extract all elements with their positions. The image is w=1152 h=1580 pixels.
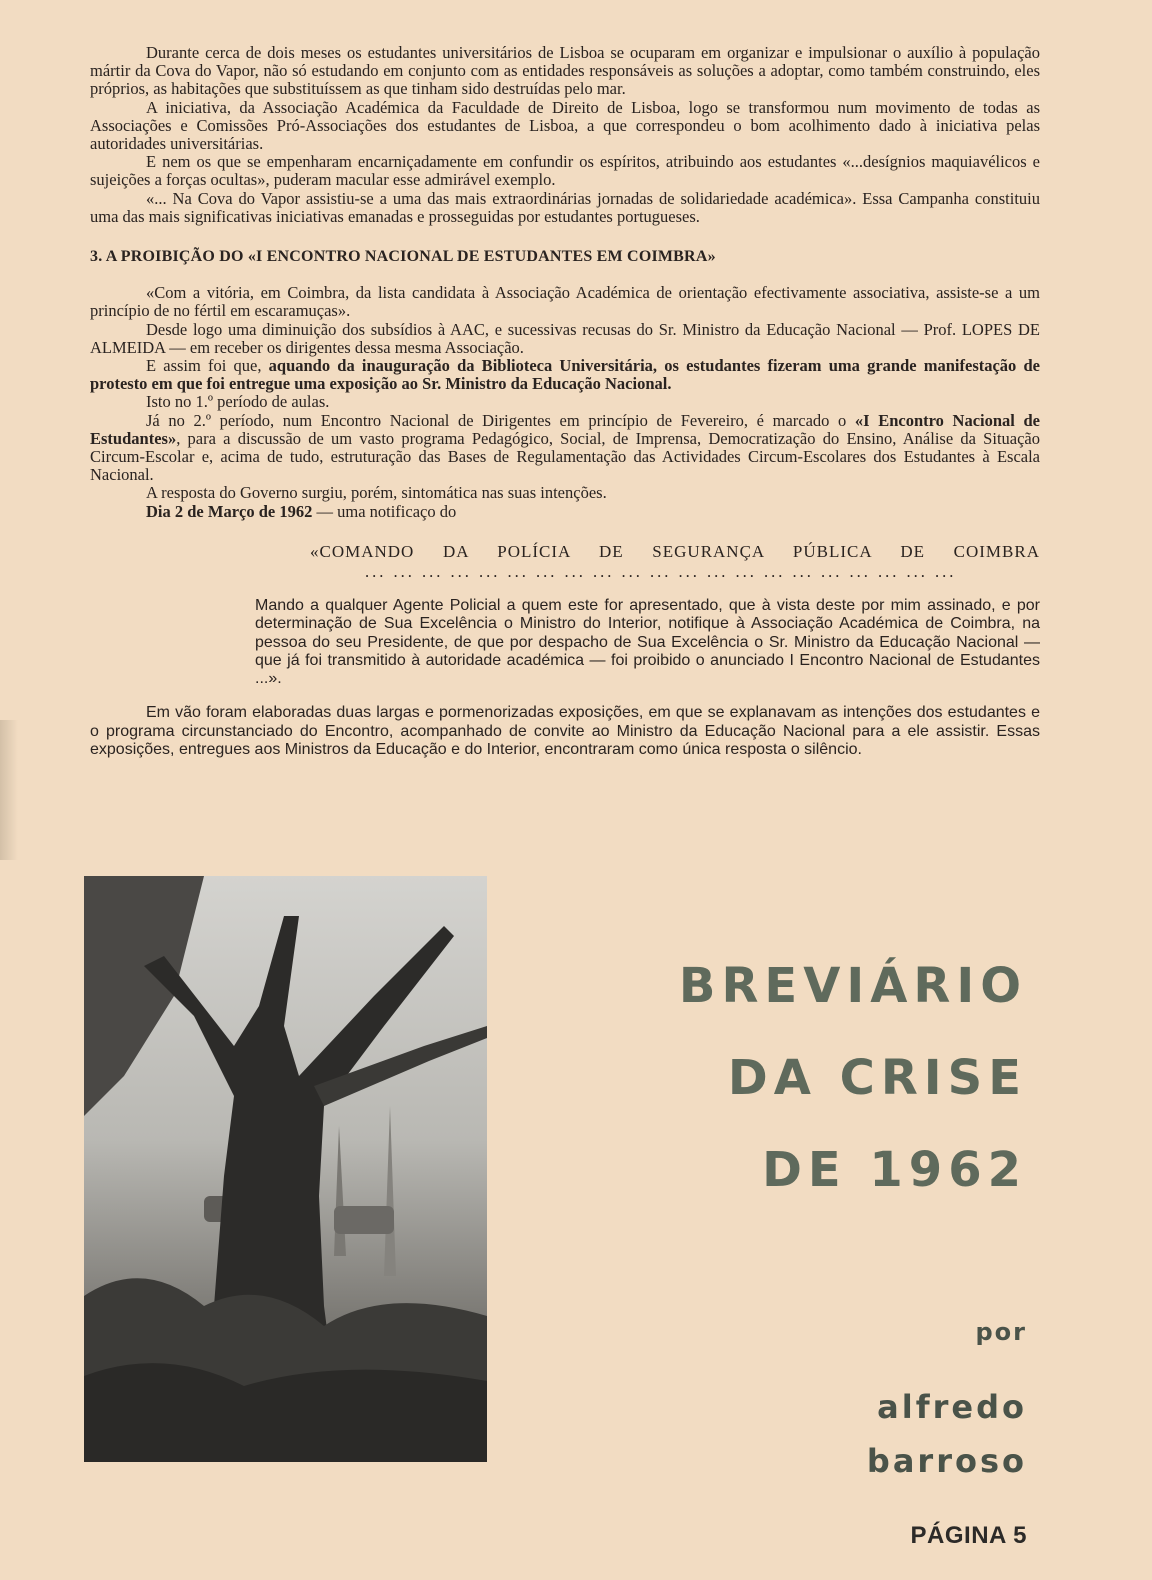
title-line-1: BREVIÁRIO <box>678 958 1027 1014</box>
paragraph-subsidios: Desde logo uma diminuição dos subsídios à AAC, e sucessivas recusas do Sr. Ministro da Educação Nacional — Prof. LOPES DE ALMEIDA — em receber os dirigentes dessa mesma Associação. <box>90 319 1040 357</box>
manifest-bold: aquando da inauguração da Biblioteca Universitária, os estudantes fizeram uma grande manifestação de protesto em que foi entregue uma exposição ao Sr. Ministro da Educação Nacional. <box>90 356 1040 394</box>
page-edge-stain <box>0 720 18 860</box>
paragraph-dia <box>90 503 1040 521</box>
tree-photograph <box>84 876 487 1462</box>
quote-title: «COMANDO DA POLÍCIA DE SEGURANÇA PÚBLICA DE COIMBRA <box>310 541 1040 561</box>
author-last-name: barroso <box>866 1442 1027 1480</box>
manifest-lead: E assim foi que, <box>146 356 269 376</box>
quote-body: Mando a qualquer Agente Policial a quem este for apresentado, que à vista deste por mim assinado, e por determinação de Sua Excelência o Ministro do Interior, notifique à Associação Académica de Coimbra, na pessoa do seu Presidente, de que por despacho de Sua Excelência o Sr. Ministro da Educação Nacional — que já foi transmitido à autoridade académica — foi proibido o anunciado I Encontro Nacional de Estudantes ...». <box>255 597 1040 688</box>
paragraph-encontro <box>90 412 1040 485</box>
encontro-rest: , para a discussão de um vasto programa Pedagógico, Social, de Imprensa, Democratização do Ensino, Análise da Situação Circum-Escolar e, acima de tudo, estruturação das Bases de Regulamentação das Actividades Circum-Escolares dos Estudantes à Escala Nacional. <box>90 428 1040 485</box>
author-first-name: alfredo <box>877 1388 1027 1426</box>
paragraph-iniciativa: A iniciativa, da Associação Académica da Faculdade de Direito de Lisboa, logo se transformou num movimento de todas as Associações e Comissões Pró-Associações dos estudantes de Lisboa, a que correspondeu o bom acolhimento dado à iniciativa pelas autoridades universitárias. <box>90 97 1040 154</box>
tree-illustration <box>84 876 487 1462</box>
paragraph-final: Em vão foram elaboradas duas largas e pormenorizadas exposições, em que se explanavam as intenções dos estudantes e o programa circunstanciado do Encontro, acompanhado de convite ao Ministro da Educação Nacional para a ele assistir. Essas exposições, entregues aos Ministros da Educação e do Interior, encontraram como única resposta o silêncio. <box>90 704 1040 758</box>
title-line-2: DA CRISE <box>727 1050 1027 1106</box>
page-number: PÁGINA 5 <box>910 1522 1027 1549</box>
title-line-3: DE 1962 <box>762 1142 1027 1198</box>
article-title <box>679 940 1027 1216</box>
dia-bold: Dia 2 de Março de 1962 <box>146 501 313 521</box>
paragraph-solidariedade: «... Na Cova do Vapor assistiu-se a uma das mais extraordinárias jornadas de solidariedade académica». Essa Campanha constituiu uma das mais significativas iniciativas emanadas e prosseguidas por estudantes portugueses. <box>90 188 1040 226</box>
encontro-lead: Já no 2.º período, num Encontro Nacional de Dirigentes em princípio de Fevereiro, é marcado o <box>146 410 855 430</box>
paragraph-resposta: A resposta do Governo surgiu, porém, sintomática nas suas intenções. <box>146 483 607 503</box>
paragraph-cova-vapor: Durante cerca de dois meses os estudantes universitários de Lisboa se ocuparam em organizar e impulsionar o auxílio à população mártir da Cova do Vapor, não só estudando em conjunto com as entidades responsáveis as soluções a adoptar, como também construindo, eles próprios, as habitações que substituíssem as que tinham sido destruídas pelo mar. <box>90 43 1040 99</box>
section-heading: 3. A PROIBIÇÃO DO «I ENCONTRO NACIONAL DE ESTUDANTES EM COIMBRA» <box>90 248 716 266</box>
paragraph-vitoria: «Com a vitória, em Coimbra, da lista candidata à Associação Académica de orientação efectivamente associativa, assiste-se a um princípio de no fértil em escaramuças». <box>90 283 1040 321</box>
article-text <box>90 44 1040 759</box>
dia-rest: — uma notificaço do <box>312 501 457 521</box>
paragraph-periodo: Isto no 1.º período de aulas. <box>146 392 330 412</box>
byline-por: por <box>975 1318 1027 1346</box>
paragraph-manifestacao <box>90 357 1040 393</box>
encontro-bold: «I Encontro Nacional de Estudantes» <box>90 410 1040 448</box>
quote-dots: ... ... ... ... ... ... ... ... ... ... ... ... ... ... ... ... ... ... ... ... ... <box>365 563 957 582</box>
paragraph-confundir: E nem os que se empenharam encarniçadamente em confundir os espíritos, atribuindo aos estudantes «...desígnios maquiavélicos e sujeições a forças ocultas», puderam macular esse admirável exemplo. <box>90 152 1040 190</box>
byline <box>867 1318 1027 1488</box>
